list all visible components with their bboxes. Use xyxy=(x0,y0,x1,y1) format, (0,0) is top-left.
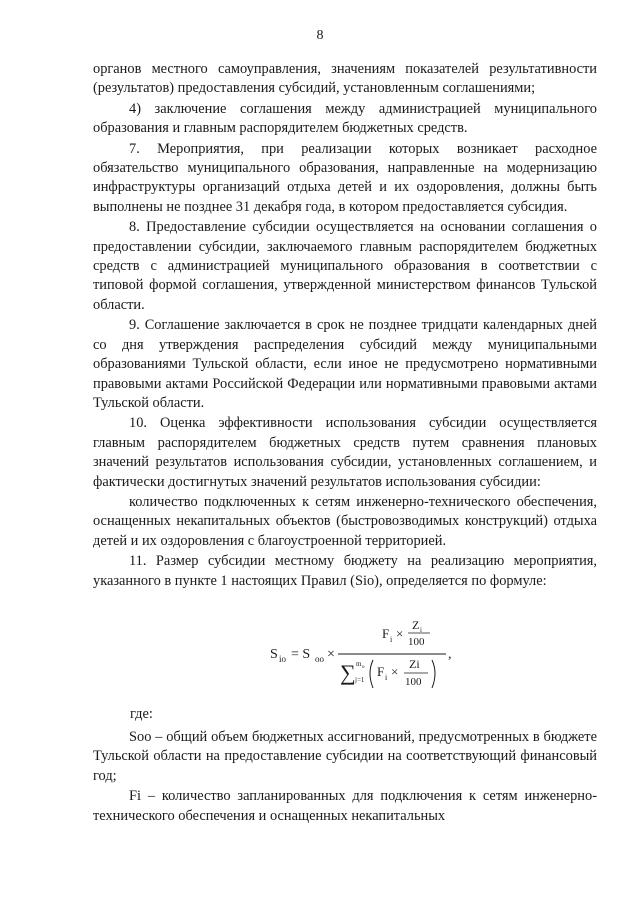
paragraph: 4) заключение соглашения между администрацией муниципального образования и главным распорядителем бюджетных средств. xyxy=(93,100,597,137)
formula-num-f: F xyxy=(382,626,390,641)
body-text xyxy=(93,60,597,591)
formula-den-100: 100 xyxy=(405,676,422,688)
definitions xyxy=(93,728,597,826)
page-number: 8 xyxy=(316,28,324,43)
formula-den-sigma-top-sub: o xyxy=(362,665,365,670)
formula-times: × xyxy=(327,647,335,662)
paragraph: 8. Предоставление субсидии осуществляется на основании соглашения о предоставлении субсидии, заключаемого главным распорядителем бюджетных средств с администрацией муниципального образования в соответствии с типовой формой соглашения, утвержденной министерством финансов Тульской области. xyxy=(93,219,597,313)
formula-den-times: × xyxy=(391,664,399,679)
subsidy-formula xyxy=(270,618,550,698)
formula-den-f-sub: i xyxy=(385,673,388,682)
paragraph: 11. Размер субсидии местному бюджету на реализацию мероприятия, указанного в пункте 1 настоящих Правил (Sio), определяется по формуле: xyxy=(93,553,597,589)
formula-soo-sub: oo xyxy=(315,654,324,664)
paragraph: количество подключенных к сетям инженерно-технического обеспечения, оснащенных некапитальных объектов (быстровозводимых конструкций) отдыха детей и их оздоровления с благоустроенной территорией. xyxy=(93,493,597,549)
paragraph: 10. Оценка эффективности использования субсидии осуществляется главным распорядителем бюджетных средств путем сравнения плановых значений результатов использования субсидии, установленных соглашением, и фактически достигнутых значений результатов использования субсидии: xyxy=(93,415,597,490)
formula-den-right-paren xyxy=(432,660,435,688)
formula-eq-soo: = S xyxy=(291,647,311,662)
formula-num-z: Z xyxy=(412,618,420,632)
where-label: где: xyxy=(130,706,153,722)
definition-soo: Soo – общий объем бюджетных ассигнований, предусмотренных в бюджете Тульской области на предоставление субсидии на соответствующий финансовый год; xyxy=(93,729,597,784)
formula-den-sigma-top: m xyxy=(356,660,362,668)
formula-trailing-comma: , xyxy=(448,647,452,662)
paragraph: органов местного самоуправления, значениям показателей результативности (результатов) предоставления субсидий, установленным соглашениями; xyxy=(93,61,597,97)
formula-den-left-paren xyxy=(370,660,373,688)
formula-num-times: × xyxy=(396,626,404,641)
definition-fi: Fi – количество запланированных для подключения к сетям инженерно-технического обеспечения и оснащенных некапитальных xyxy=(93,788,597,824)
formula-num-f-sub: i xyxy=(390,635,393,644)
formula-den-f: F xyxy=(377,664,385,679)
formula-lhs-sub: io xyxy=(279,654,287,664)
formula-den-sigma: ∑ xyxy=(340,660,356,685)
formula-num-z-sub: i xyxy=(420,626,422,634)
formula-den-sigma-bottom: j=1 xyxy=(355,676,365,684)
paragraph: 9. Соглашение заключается в срок не позднее тридцати календарных дней со дня утверждения распределения субсидий между муниципальными образованиями Тульской области, если иное не предусмотрено нормативными правовыми актами Российской Федерации или нормативными правовыми актами Тульской области. xyxy=(93,317,597,411)
formula-den-zi: Zi xyxy=(409,657,420,671)
formula-lhs-s: S xyxy=(270,647,278,662)
formula-num-100: 100 xyxy=(408,636,425,648)
paragraph: 7. Мероприятия, при реализации которых возникает расходное обязательство муниципального образования, направленные на модернизацию инфраструктуры организаций отдыха детей и их оздоровления, должны быть выполнены не позднее 31 декабря года, в котором предоставляется субсидия. xyxy=(93,140,597,215)
